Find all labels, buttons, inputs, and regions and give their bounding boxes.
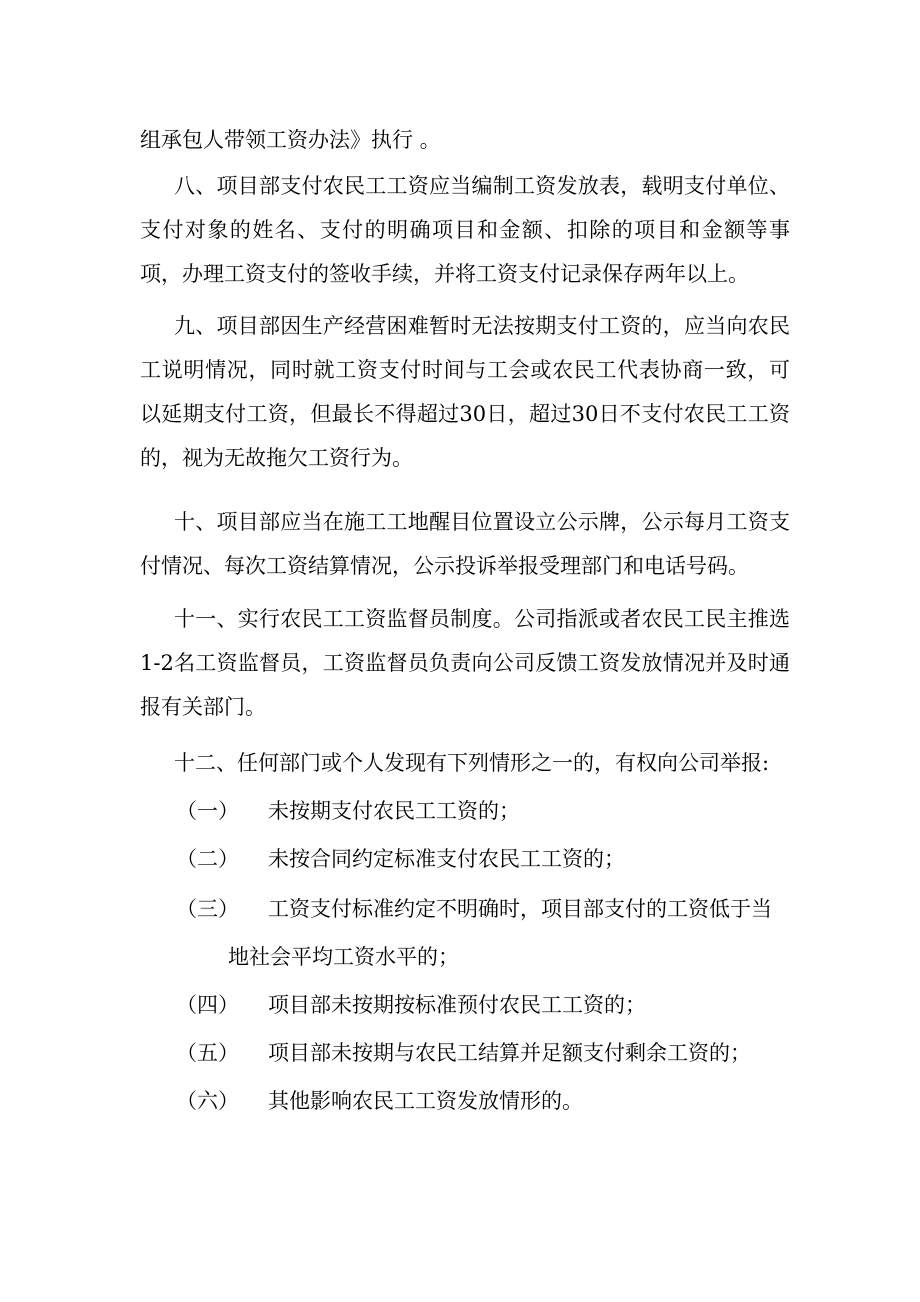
list-item-number: （三） [176, 897, 239, 921]
paragraph-article-12: 十二、任何部门或个人发现有下列情形之一的，有权向公司举报: [174, 751, 770, 775]
list-item-text: 其他影响农民工工资发放情形的。 [268, 1089, 583, 1113]
list-item [176, 1028, 790, 1078]
list-item-number: （六） [176, 1089, 239, 1113]
list-item [176, 834, 790, 884]
list-item [176, 980, 790, 1030]
list-item-text: 项目部未按期与农民工结算并足额支付剩余工资的； [268, 1041, 751, 1065]
list-item-text: 未按期支付农民工工资的； [268, 799, 520, 823]
list-item [176, 884, 790, 934]
list-item-number: （四） [176, 993, 239, 1017]
paragraph-article-10: 十、项目部应当在施工工地醒目位置设立公示牌，公示每月工资支付情况、每次工资结算情况，公示投诉举报受理部门和电话号码。 [140, 510, 790, 578]
list-item-text: 工资支付标准约定不明确时，项目部支付的工资低于当 [268, 897, 772, 921]
list-item-continuation: 地社会平均工资水平的； [228, 945, 459, 969]
list-item-text: 项目部未按期按标准预付农民工工资的； [268, 993, 646, 1017]
paragraph-article-9: 九、项目部因生产经营困难暂时无法按期支付工资的，应当向农民工说明情况，同时就工资支付时间与工会或农民工代表协商一致，可以延期支付工资，但最长不得超过30日，超过30日不支付农民工工资的，视为无故拖欠工资行为。 [140, 314, 790, 470]
paragraph-article-11: 十一、实行农民工工资监督员制度。公司指派或者农民工民主推选1-2名工资监督员，工资监督员负责向公司反馈工资发放情况并及时通报有关部门。 [140, 607, 790, 719]
list-item-text: 未按合同约定标准支付农民工工资的； [268, 847, 625, 871]
list-item [176, 1076, 790, 1126]
list-item [176, 786, 790, 836]
paragraph-article-8: 八、项目部支付农民工工资应当编制工资发放表，载明支付单位、支付对象的姓名、支付的明确项目和金额、扣除的项目和金额等事项，办理工资支付的签收手续，并将工资支付记录保存两年以上。 [140, 174, 790, 286]
paragraph-continuation: 组承包人带领工资办法》执行 。 [140, 128, 441, 152]
list-item-number: （一） [176, 799, 239, 823]
list-item-number: （五） [176, 1041, 239, 1065]
list-item-number: （二） [176, 847, 239, 871]
